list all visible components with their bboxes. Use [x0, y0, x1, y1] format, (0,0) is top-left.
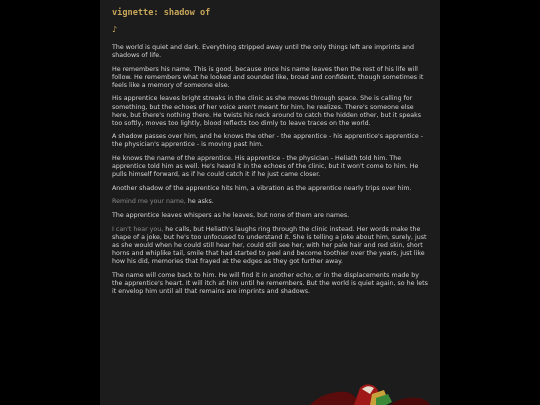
paragraph: Another shadow of the apprentice hits him, a vibration as the apprentice nearly trips over him.	[112, 184, 412, 192]
music-note-icon: ♪	[112, 25, 118, 34]
paragraph	[112, 226, 430, 266]
dialogue-text: I can't hear you,	[112, 225, 164, 233]
paragraph: He remembers his name. This is good, because once his name leaves then the rest of his life will follow. He remembers what he looked and sounded like, broad and confident, though sometimes it feels like a memory of someone else.	[112, 65, 424, 89]
paragraph: A shadow passes over him, and he knows the other - the apprentice - his apprentice's apprentice - the physician's apprentice - is moving past him.	[112, 133, 424, 149]
post-title: vignette: shadow of	[112, 8, 211, 18]
character-illustration	[310, 380, 430, 405]
paragraph: The world is quiet and dark. Everything stripped away until the only things left are imprints and shadows of life.	[112, 44, 415, 60]
page-panel	[100, 0, 440, 405]
paragraph: His apprentice leaves bright streaks in the clinic as she moves through space. She is calling for something, but the echoes of her voice aren't meant for him, he realizes. There's someone else here, but there's nothing there. He twists his neck around to catch the hidden other, but it speaks too softly, moves too lightly, blood reflects too dimly to leave traces on the world.	[112, 95, 422, 127]
paragraph: The apprentice leaves whispers as he leaves, but none of them are names.	[112, 212, 350, 219]
paragraph: The name will come back to him. He will find it in another echo, or in the displacements made by the apprentice's heart. It will itch at him until he remembers. But the world is quiet again, so he lets it envelop him until all that remains are imprints and shadows.	[112, 271, 428, 295]
paragraph: He knows the name of the apprentice. His apprentice - the physician - Heliath told him. The apprentice told him as well. He's heard it in the echoes of the clinic, but it won't come to him. He pulls himself forward, as if he could catch it if he just came closer.	[112, 155, 419, 179]
paragraph-text: he calls, but Heliath's laughs ring through the clinic instead. Her words make the shape of a joke, but he's too unfocused to understand it. She is telling a joke about him, surely, just as she would when he could still hear her, could still see her, with her pale hair and red skin, short horns and whiplike tail, smile that had started to peel and become toothier over the years, just like how his did, memories that frayed at the edges as they got further away.	[112, 225, 427, 265]
paragraph-text: he asks.	[185, 198, 214, 206]
paragraph	[112, 198, 430, 206]
dialogue-text: Remind me your name,	[112, 198, 186, 206]
post-content	[112, 8, 430, 301]
